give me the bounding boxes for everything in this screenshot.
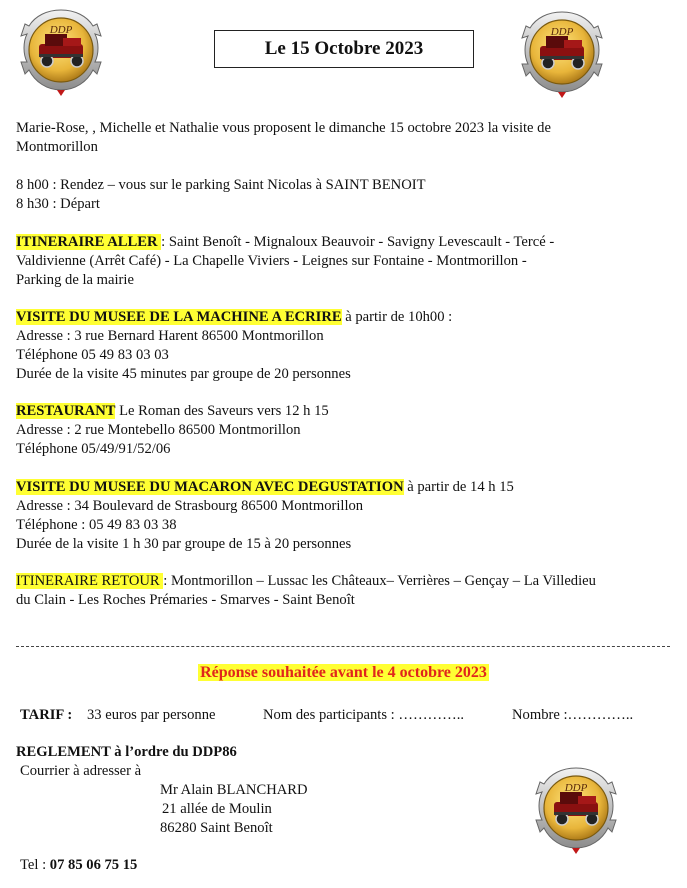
- participants-field: Nom des participants : …………..: [263, 707, 465, 723]
- courrier-label: Courrier à adresser à: [20, 763, 142, 779]
- reglement-heading: REGLEMENT à l’ordre du DDP86: [16, 744, 237, 760]
- musee-machine-heading: [16, 308, 452, 327]
- ddp-logo-top-right: [518, 8, 606, 96]
- itineraire-aller-line-2: Valdivienne (Arrêt Café) - La Chapelle Viviers - Leignes sur Fontaine - Montmorillon -: [16, 253, 527, 269]
- itineraire-aller-line-1: [16, 233, 554, 252]
- tel-number: 07 85 06 75 15: [49, 857, 138, 873]
- itineraire-aller-stops: : Saint Benoît - Mignaloux Beauvoir - Savigny Levescault - Tercé -: [161, 234, 555, 250]
- itineraire-aller-line-3: Parking de la mairie: [16, 272, 134, 288]
- musee-macaron-address: Adresse : 34 Boulevard de Strasbourg 86500 Montmorillon: [16, 498, 364, 514]
- musee-machine-time: à partir de 10h00 :: [341, 309, 453, 325]
- itineraire-retour-stops: : Montmorillon – Lussac les Châteaux– Verrières – Gençay – La Villedieu: [163, 573, 596, 589]
- restaurant-heading: [16, 402, 329, 421]
- page-title: Le 15 Octobre 2023: [214, 30, 474, 68]
- reply-deadline: [0, 664, 687, 682]
- tarif-value: 33 euros par personne: [87, 707, 216, 723]
- musee-machine-label: VISITE DU MUSEE DE LA MACHINE A ECRIRE: [16, 309, 342, 325]
- restaurant-phone: Téléphone 05/49/91/52/06: [16, 441, 171, 457]
- reply-deadline-text: Réponse souhaitée avant le 4 octobre 2023: [200, 664, 487, 681]
- separator-dashed: [16, 646, 670, 647]
- musee-macaron-heading: [16, 478, 514, 497]
- tarif-label: TARIF :: [20, 707, 73, 723]
- logo-text: DDP: [49, 24, 73, 36]
- schedule-depart: 8 h30 : Départ: [16, 196, 100, 212]
- nombre-field: Nombre :…………..: [512, 707, 634, 723]
- musee-macaron-label: VISITE DU MUSEE DU MACARON AVEC DEGUSTATION: [16, 479, 404, 495]
- ddp-logo-top-left: [17, 6, 105, 94]
- intro-line-2: Montmorillon: [16, 139, 98, 155]
- logo-text: DDP: [564, 782, 588, 794]
- recipient-street: 21 allée de Moulin: [162, 801, 272, 817]
- musee-machine-address: Adresse : 3 rue Bernard Harent 86500 Montmorillon: [16, 328, 324, 344]
- restaurant-label: RESTAURANT: [16, 403, 116, 419]
- musee-macaron-duration: Durée de la visite 1 h 30 par groupe de 15 à 20 personnes: [16, 536, 352, 552]
- restaurant-address: Adresse : 2 rue Montebello 86500 Montmorillon: [16, 422, 301, 438]
- intro-line-1: Marie-Rose, , Michelle et Nathalie vous proposent le dimanche 15 octobre 2023 la visite de: [16, 120, 551, 136]
- recipient-name: Mr Alain BLANCHARD: [160, 782, 308, 798]
- musee-machine-phone: Téléphone 05 49 83 03 03: [16, 347, 169, 363]
- itineraire-retour-label: ITINERAIRE RETOUR: [16, 573, 164, 589]
- tel-line: [20, 856, 137, 875]
- musee-macaron-phone: Téléphone : 05 49 83 03 38: [16, 517, 177, 533]
- tel-label: Tel :: [20, 857, 50, 873]
- musee-macaron-time: à partir de 14 h 15: [403, 479, 514, 495]
- musee-machine-duration: Durée de la visite 45 minutes par groupe de 20 personnes: [16, 366, 351, 382]
- recipient-city: 86280 Saint Benoît: [160, 820, 273, 836]
- itineraire-aller-label: ITINERAIRE ALLER: [16, 234, 162, 250]
- itineraire-retour-line-1: [16, 572, 596, 591]
- logo-text: DDP: [550, 26, 574, 38]
- schedule-rdv: 8 h00 : Rendez – vous sur le parking Saint Nicolas à SAINT BENOIT: [16, 177, 426, 193]
- itineraire-retour-line-2: du Clain - Les Roches Prémaries - Smarves - Saint Benoît: [16, 592, 355, 608]
- ddp-logo-bottom: [532, 764, 620, 852]
- restaurant-name: Le Roman des Saveurs vers 12 h 15: [115, 403, 329, 419]
